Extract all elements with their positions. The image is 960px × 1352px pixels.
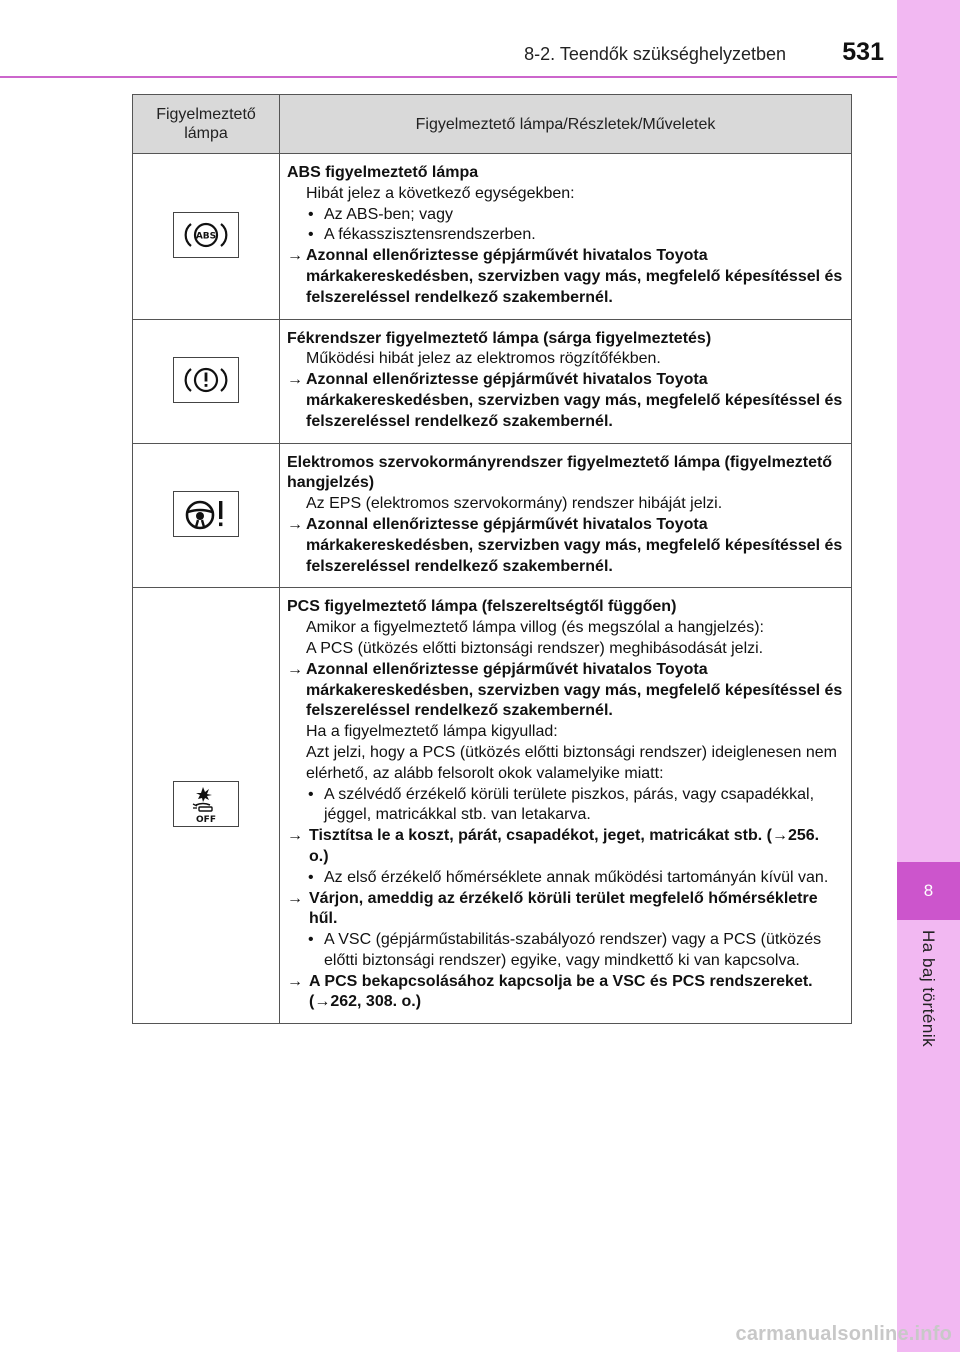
pcs-off-warning-icon [173, 781, 239, 827]
action-text: Azonnal ellenőriztesse gépjárművét hivatalos Toyota márkakereskedésben, szervizben vagy más, megfelelő képesítéssel és felszereléssel rendelkező szakembernél. [306, 247, 843, 306]
row-details [280, 319, 852, 443]
watermark-text: carmanualsonline.info [735, 1322, 952, 1345]
section-title: 8-2. Teendők szükséghelyzetben [524, 44, 786, 64]
table-row [133, 443, 852, 588]
warning-lamp-table [132, 94, 852, 1024]
bullet-item: • A szélvédő érzékelő körüli területe piszkos, párás, vagy csapadékkal, jéggel, matricákkal stb. van letakarva. [287, 785, 843, 827]
action-instruction [287, 826, 843, 868]
icon-cell [133, 154, 280, 320]
bullet-item: • Az első érzékelő hőmérséklete annak működési tartományán kívül van. [287, 868, 843, 889]
arrow-icon: → [287, 827, 303, 845]
table-header-row [133, 95, 852, 154]
arrow-icon: → [287, 660, 303, 678]
icon-cell [133, 443, 280, 588]
abs-warning-icon [173, 212, 239, 258]
arrow-icon: → [287, 889, 303, 907]
action-instruction [287, 889, 843, 931]
header-divider [0, 76, 897, 78]
action-instruction [287, 370, 843, 432]
arrow-icon: → [287, 371, 303, 389]
chapter-title-tab [898, 930, 958, 1090]
lamp-title: Elektromos szervokormányrendszer figyelmeztető lámpa (figyelmeztető hangjelzés) [287, 453, 833, 492]
action-text: Tisztítsa le a koszt, párát, csapadékot, jeget, matricákat stb. (→256. o.) [309, 827, 820, 865]
table-row [133, 588, 852, 1024]
row-details [280, 588, 852, 1024]
icon-off-label: OFF [196, 815, 216, 826]
bullet-item: • A fékasszisztensrendszerben. [287, 225, 843, 246]
lamp-description: Hibát jelez a következő egységekben: [306, 184, 575, 202]
lamp-title: ABS figyelmeztető lámpa [287, 164, 479, 181]
action-text: Azonnal ellenőriztesse gépjárművét hivatalos Toyota márkakereskedésben, szervizben vagy más, megfelelő képesítéssel és felszereléssel rendelkező szakembernél. [306, 660, 843, 720]
brake-system-warning-icon [173, 357, 239, 403]
row-details [280, 154, 852, 320]
action-instruction [287, 972, 843, 1014]
action-instruction [287, 515, 843, 577]
column-header-details: Figyelmeztető lámpa/Részletek/Műveletek [280, 95, 852, 154]
action-instruction [287, 246, 843, 308]
chapter-side-band [897, 0, 960, 1352]
page-number: 531 [842, 38, 884, 66]
table-row [133, 154, 852, 320]
row-details [280, 443, 852, 588]
lamp-title: PCS figyelmeztető lámpa (felszereltségtől függően) [287, 598, 677, 616]
lamp-description: Működési hibát jelez az elektromos rögzítőfékben. [306, 350, 661, 368]
action-text: Várjon, ameddig az érzékelő körüli terület megfelelő hőmérsékletre hűl. [309, 889, 818, 928]
lamp-title: Fékrendszer figyelmeztető lámpa (sárga figyelmeztetés) [287, 329, 712, 347]
lamp-description: Ha a figyelmeztető lámpa kigyullad: [306, 723, 558, 741]
action-text: Azonnal ellenőriztesse gépjárművét hivatalos Toyota márkakereskedésben, szervizben vagy más, megfelelő képesítéssel és felszereléssel rendelkező szakembernél. [306, 515, 843, 575]
lamp-description: Az EPS (elektromos szervokormány) rendszer hibáját jelzi. [306, 495, 723, 513]
icon-cell [133, 588, 280, 1024]
action-text: Azonnal ellenőriztesse gépjárművét hivatalos Toyota márkakereskedésben, szervizben vagy más, megfelelő képesítéssel és felszereléssel rendelkező szakembernél. [306, 371, 843, 430]
chapter-number: 8 [923, 881, 934, 900]
icon-cell [133, 319, 280, 443]
lamp-description: A PCS (ütközés előtti biztonsági rendszer) meghibásodását jelzi. [306, 639, 764, 657]
action-instruction [287, 660, 843, 722]
lamp-description: Azt jelzi, hogy a PCS (ütközés előtti biztonsági rendszer) ideiglenesen nem elérhető, az alább felsorolt okok valamelyike miatt: [306, 743, 837, 782]
lamp-description: Amikor a figyelmeztető lámpa villog (és megszólal a hangjelzés): [306, 619, 764, 637]
arrow-icon: → [287, 972, 303, 990]
arrow-icon: → [287, 515, 303, 533]
chapter-title: Ha baj történik [919, 930, 938, 1048]
bullet-item: • Az ABS-ben; vagy [287, 205, 843, 226]
footer-watermark[interactable] [730, 1316, 960, 1352]
column-header-lamp: Figyelmeztető lámpa [133, 95, 280, 154]
eps-steering-warning-icon [173, 491, 239, 537]
arrow-icon: → [287, 247, 303, 265]
table-row [133, 319, 852, 443]
chapter-number-tab[interactable] [897, 862, 960, 920]
action-text: A PCS bekapcsolásához kapcsolja be a VSC és PCS rendszereket. (→262, 308. o.) [309, 972, 813, 1011]
bullet-item: • A VSC (gépjárműstabilitás-szabályozó rendszer) vagy a PCS (ütközés előtti biztonsági rendszer) egyike, vagy mindkettő ki van kapcsolva. [287, 930, 843, 972]
svg-text:ABS: ABS [195, 231, 217, 242]
